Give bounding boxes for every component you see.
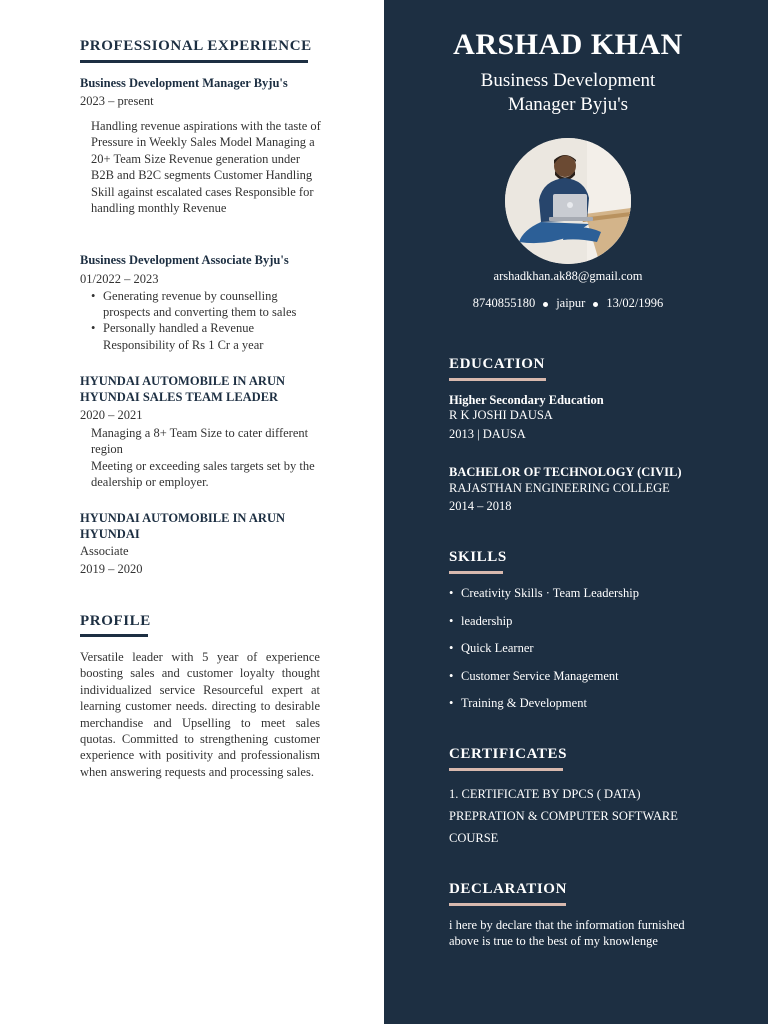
skills-list [449, 585, 639, 723]
declaration-heading: DECLARATION [449, 881, 568, 897]
skills-underline [449, 571, 503, 574]
profile-heading: PROFILE [80, 613, 151, 629]
right-sidebar [384, 0, 768, 1024]
profile-photo-illustration [505, 138, 631, 264]
experience-heading: PROFESSIONAL EXPERIENCE [80, 38, 312, 54]
profile-underline [80, 634, 148, 637]
separator-dot [543, 302, 548, 307]
job-3-line-1: Managing a 8+ Team Size to cater different region [91, 426, 309, 457]
edu-1-meta: 2013 | DAUSA [449, 427, 526, 441]
candidate-name: ARSHAD KHAN [453, 28, 683, 61]
skills-heading: SKILLS [449, 549, 507, 565]
job-3-period: 2020 – 2021 [80, 408, 143, 422]
profile-photo [505, 138, 631, 264]
job-2-bullet: • Generating revenue by counselling prospects and converting them to sales [91, 288, 327, 320]
certificates-heading: CERTIFICATES [449, 746, 568, 762]
edu-2-degree: BACHELOR OF TECHNOLOGY (CIVIL) [449, 465, 682, 479]
email-text: arshadkhan.ak88@gmail.com [493, 269, 643, 283]
candidate-role: Business Development Manager Byju's [480, 70, 656, 115]
job-3-line-2: Meeting or exceeding sales targets set by the dealership or employer. [91, 459, 315, 490]
certificate-text: 1. CERTIFICATE BY DPCS ( DATA) PREPRATION & COMPUTER SOFTWARE COURSE [449, 787, 678, 845]
separator-dot [593, 302, 598, 307]
edu-1-school: R K JOSHI DAUSA [449, 408, 553, 422]
profile-summary: Versatile leader with 5 year of experience boosting sales and customer loyalty thought individualized service Resourceful expert at learning customer needs. directing to desirable merchandise and Upselling to meet sales quotas. Committed to strengthening customer experience with positivity and professionalism when answering requests and processing sales. [80, 650, 320, 779]
edu-1-degree: Higher Secondary Education [449, 393, 604, 407]
job-4-subtitle: Associate [80, 544, 129, 558]
experience-underline [80, 60, 308, 63]
education-heading: EDUCATION [449, 356, 545, 372]
dob-text: 13/02/1996 [606, 296, 664, 310]
job-2-bullets [91, 288, 327, 353]
edu-2-school: RAJASTHAN ENGINEERING COLLEGE [449, 481, 670, 495]
skill-item: • Customer Service Management [449, 668, 639, 696]
job-3-title: HYUNDAI AUTOMOBILE IN ARUN HYUNDAI SALES TEAM LEADER [80, 374, 286, 404]
contact-details [384, 295, 752, 311]
job-2-period: 01/2022 – 2023 [80, 272, 159, 286]
declaration-text: i here by declare that the information furnished above is true to the best of my knowlenge [449, 918, 685, 949]
location-text: jaipur [556, 296, 586, 310]
skill-item: • Creativity Skills · Team Leadership [449, 585, 639, 613]
job-1-period: 2023 – present [80, 94, 154, 108]
skill-item: • Training & Development [449, 695, 639, 723]
skill-item: • Quick Learner [449, 640, 639, 668]
job-4-title: HYUNDAI AUTOMOBILE IN ARUN HYUNDAI [80, 511, 286, 541]
job-1-description: Handling revenue aspirations with the taste of Pressure in Weekly Sales Model Managing a 20+ Team Size Revenue generation under B2B and B2C segments Customer Handling Skill against escalated cases Responsible for handling monthly Revenue [91, 119, 321, 216]
job-1-title: Business Development Manager Byju's [80, 76, 288, 90]
job-4-period: 2019 – 2020 [80, 562, 143, 576]
job-2-title: Business Development Associate Byju's [80, 253, 289, 267]
job-2-bullet: • Personally handled a Revenue Responsibility of Rs 1 Cr a year [91, 320, 327, 352]
certificates-underline [449, 768, 563, 771]
edu-2-meta: 2014 – 2018 [449, 499, 512, 513]
phone-text: 8740855180 [472, 296, 536, 310]
education-underline [449, 378, 546, 381]
skill-item: • leadership [449, 613, 639, 641]
declaration-underline [449, 903, 566, 906]
